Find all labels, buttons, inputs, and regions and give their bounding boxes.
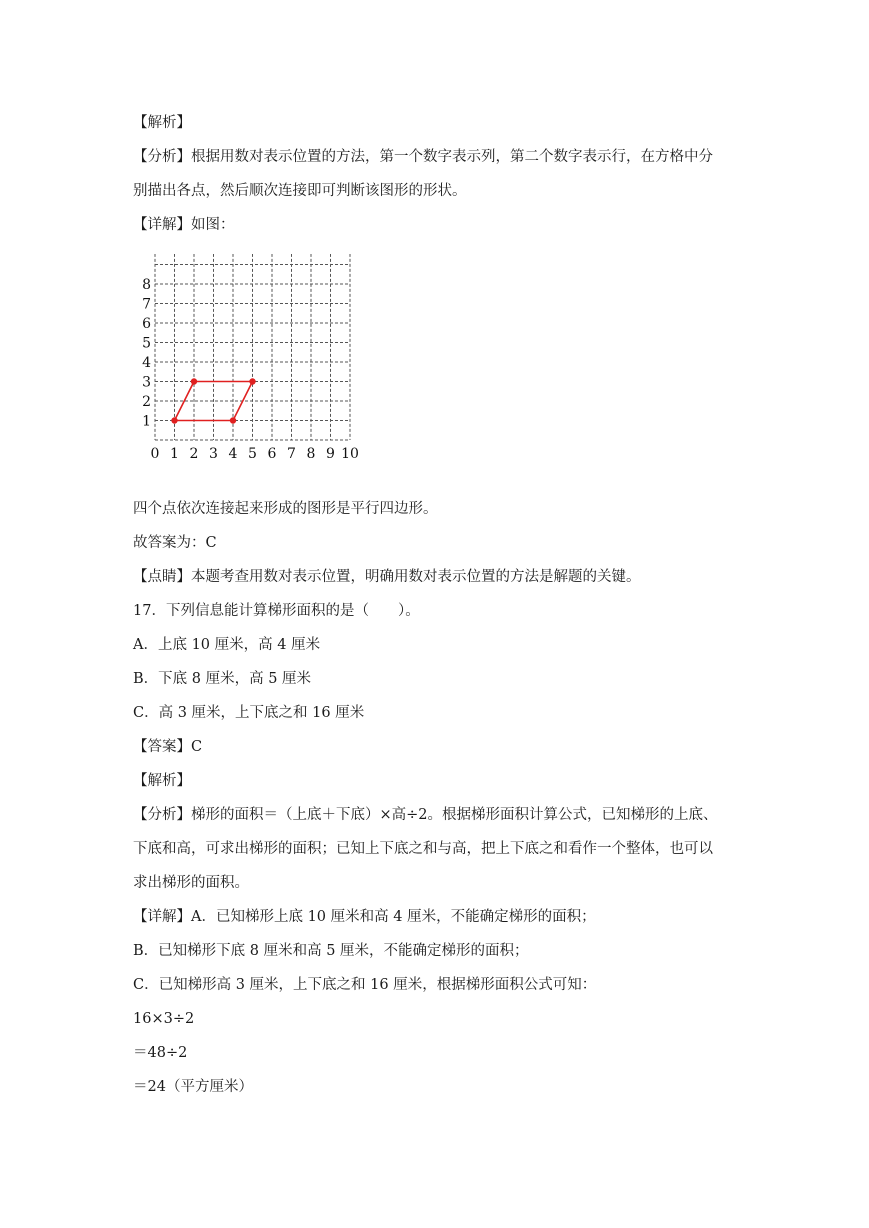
vertex-point (171, 417, 177, 423)
conclusion-line: 四个点依次连接起来形成的图形是平行四边形。 (133, 501, 438, 517)
x-tick-label: 1 (170, 446, 179, 462)
x-tick-label: 8 (306, 446, 316, 462)
y-tick-label: 2 (142, 394, 151, 410)
calc-line-3: ＝24（平方厘米） (133, 1079, 253, 1095)
analysis2-line-2: 下底和高，可求出梯形的面积；已知上下底之和与高，把上下底之和看作一个整体，也可以 (133, 841, 713, 857)
answer-line: 故答案为：C (133, 535, 217, 551)
y-tick-label: 4 (142, 355, 151, 371)
vertex-point (230, 417, 236, 423)
detail2-line-b: B．已知梯形下底 8 厘米和高 5 厘米，不能确定梯形的面积； (133, 943, 529, 959)
analysis-line-2: 别描出各点，然后顺次连接即可判断该图形的形状。 (133, 183, 467, 199)
calc-line-2: ＝48÷2 (133, 1045, 188, 1061)
y-tick-label: 8 (142, 277, 151, 293)
detail2-line-a: 【详解】A．已知梯形上底 10 厘米和高 4 厘米，不能确定梯形的面积； (133, 909, 596, 925)
x-tick-label: 0 (150, 446, 160, 462)
option-c: C．高 3 厘米，上下底之和 16 厘米 (133, 705, 365, 721)
grid-lines (155, 254, 350, 440)
y-tick-label: 3 (142, 374, 151, 391)
answer-heading: 【答案】C (133, 739, 203, 755)
analysis-line-1: 【分析】根据用数对表示位置的方法，第一个数字表示列，第二个数字表示行，在方格中分 (133, 149, 713, 165)
x-tick-label: 9 (326, 446, 335, 462)
y-tick-label: 6 (142, 316, 151, 332)
coordinate-grid-figure (138, 254, 368, 480)
vertex-point (249, 378, 255, 384)
x-tick-label: 5 (248, 446, 257, 462)
y-tick-label: 1 (142, 413, 151, 430)
coordinate-grid (138, 254, 368, 480)
comment-line: 【点睛】本题考查用数对表示位置，明确用数对表示位置的方法是解题的关键。 (133, 569, 641, 585)
y-axis-labels (142, 277, 151, 430)
y-tick-label: 5 (142, 335, 151, 352)
detail2-line-c: C．已知梯形高 3 厘米，上下底之和 16 厘米，根据梯形面积公式可知： (133, 977, 597, 993)
analysis2-line-1: 【分析】梯形的面积＝（上底＋下底）×高÷2。根据梯形面积计算公式，已知梯形的上底、 (133, 807, 718, 823)
x-tick-label: 7 (287, 446, 296, 462)
x-tick-label: 6 (267, 446, 277, 462)
vertex-point (191, 378, 197, 384)
y-tick-label: 7 (142, 296, 151, 313)
question-17: 17．下列信息能计算梯形面积的是（ ）。 (133, 603, 420, 619)
analysis2-line-3: 求出梯形的面积。 (133, 875, 249, 891)
x-tick-label: 2 (189, 446, 199, 462)
x-tick-label: 4 (228, 446, 238, 462)
x-axis-labels (151, 446, 359, 462)
detail-heading: 【详解】如图： (133, 217, 235, 233)
x-tick-label: 10 (341, 446, 359, 462)
option-a: A．上底 10 厘米，高 4 厘米 (133, 637, 321, 653)
heading-analysis-2: 【解析】 (133, 773, 191, 789)
heading-analysis: 【解析】 (133, 115, 191, 131)
option-b: B．下底 8 厘米，高 5 厘米 (133, 671, 312, 687)
x-tick-label: 3 (209, 446, 218, 462)
calc-line-1: 16×3÷2 (133, 1011, 195, 1027)
